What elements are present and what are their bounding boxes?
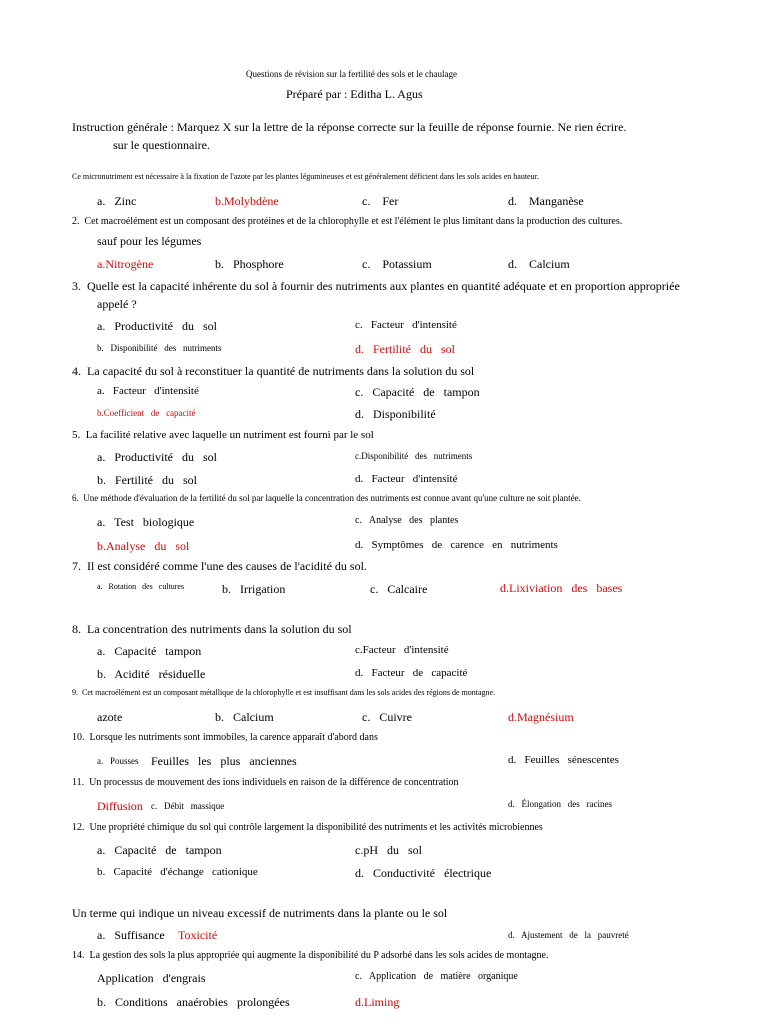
q12-option-d: d. Conductivité électrique (355, 866, 492, 880)
q2-option-a: a.Nitrogène (97, 257, 154, 271)
q8-option-d: d. Facteur de capacité (355, 667, 468, 679)
q9-option-a: azote (97, 710, 123, 724)
q3-option-c: c. Facteur d'intensité (355, 319, 457, 331)
q11-option-d: d. Élongation des racines (508, 799, 612, 809)
q8-option-c: c.Facteur d'intensité (355, 644, 449, 656)
q11-option-a: Diffusion (97, 799, 143, 813)
instruction-line-1: Instruction générale : Marquez X sur la lettre de la réponse correcte sur la feuille de réponse fournie. Ne rien écrire. (72, 120, 627, 134)
q14-option-a: Application d'engrais (97, 971, 206, 985)
document-title: Questions de révision sur la fertilité des sols et le chaulage (246, 69, 457, 79)
q5-option-a: a. Productivité du sol (97, 450, 217, 464)
q9-option-c: c. Cuivre (362, 710, 412, 724)
q13-option-a: a. Suffisance (97, 928, 165, 942)
q5-option-c: c.Disponibilité des nutriments (355, 451, 473, 461)
q10-option-a: a. Pousses (97, 756, 139, 766)
q8-option-a: a. Capacité tampon (97, 644, 202, 658)
q14-option-b: b. Conditions anaérobies prolongées (97, 995, 290, 1009)
q3-option-a: a. Productivité du sol (97, 319, 217, 333)
q6-option-b: b.Analyse du sol (97, 539, 190, 553)
q5-option-b: b. Fertilité du sol (97, 473, 197, 487)
q14-option-d: d.Liming (355, 995, 400, 1009)
question-4-text: 4. La capacité du sol à reconstituer la quantité de nutriments dans la solution du sol (72, 364, 475, 378)
question-5-text: 5. La facilité relative avec laquelle un nutriment est fourni par le sol (72, 429, 374, 441)
q7-option-a: a. Rotation des cultures (97, 582, 185, 591)
q12-option-c: c.pH du sol (355, 843, 422, 857)
question-12-text: 12. Une propriété chimique du sol qui contrôle largement la disponibilité des nutriments et les activités microbiennes (72, 822, 543, 833)
q4-option-a: a. Facteur d'intensité (97, 385, 199, 397)
q2-option-b: b. Phosphore (215, 257, 284, 271)
q4-option-c: c. Capacité de tampon (355, 385, 480, 399)
q2-option-d: d. Calcium (508, 257, 570, 271)
q12-option-a: a. Capacité de tampon (97, 843, 222, 857)
q7-option-b: b. Irrigation (222, 582, 286, 596)
question-2-line-1: 2. Cet macroélément est un composant des protéines et de la chlorophylle et est l'élément le plus limitant dans la production des cultures. (72, 216, 623, 227)
q6-option-c: c. Analyse des plantes (355, 515, 459, 526)
q11-option-c: c. Débit massique (151, 801, 225, 811)
question-3-line-1: 3. Quelle est la capacité inhérente du sol à fournir des nutriments aux plantes en quantité adéquate et en proportion appropriée (72, 279, 680, 293)
author-line: Préparé par : Editha L. Agus (286, 87, 423, 101)
q10-option-d: d. Feuilles sénescentes (508, 754, 619, 766)
q1-option-d: d. Manganèse (508, 194, 584, 208)
instruction-line-2: sur le questionnaire. (113, 138, 210, 152)
q6-option-d: d. Symptômes de carence en nutriments (355, 539, 558, 551)
question-2-line-2: sauf pour les légumes (97, 234, 202, 248)
q14-option-c: c. Application de matière organique (355, 971, 518, 982)
question-3-line-2: appelé ? (97, 297, 137, 311)
question-10-text: 10. Lorsque les nutriments sont immobiles, la carence apparaît d'abord dans (72, 732, 378, 743)
q7-option-d: d.Lixiviation des bases (500, 581, 623, 595)
q2-option-c: c. Potassium (362, 257, 432, 271)
q13-option-b: Toxicité (178, 928, 218, 942)
q5-option-d: d. Facteur d'intensité (355, 473, 458, 485)
q3-option-b: b. Disponibilité des nutriments (97, 343, 222, 353)
question-1-text: Ce micronutriment est nécessaire à la fixation de l'azote par les plantes légumineuses et est généralement déficient dans les sols acides en hauteur. (72, 172, 539, 181)
question-11-text: 11. Un processus de mouvement des ions individuels en raison de la différence de concentration (72, 777, 459, 788)
question-6-text: 6. Une méthode d'évaluation de la fertilité du sol par laquelle la concentration des nutriments est connue avant qu'une culture ne soit plantée. (72, 493, 581, 503)
q12-option-b: b. Capacité d'échange cationique (97, 866, 258, 878)
question-8-text: 8. La concentration des nutriments dans la solution du sol (72, 622, 352, 636)
question-9-text: 9. Cet macroélément est un composant métallique de la chlorophylle et est insuffisant dans les sols acides des régions de montagne. (72, 688, 496, 697)
q9-option-b: b. Calcium (215, 710, 274, 724)
q7-option-c: c. Calcaire (370, 582, 428, 596)
q9-option-d: d.Magnésium (508, 710, 574, 724)
q3-option-d: d. Fertilité du sol (355, 342, 455, 356)
q4-option-b: b.Coefficient de capacité (97, 408, 196, 418)
q1-option-a: a. Zinc (97, 194, 137, 208)
question-14-text: 14. La gestion des sols la plus appropriée qui augmente la disponibilité du P adsorbé dans les sols acides de montagne. (72, 950, 549, 961)
q13-option-d: d. Ajustement de la pauvreté (508, 930, 629, 940)
q6-option-a: a. Test biologique (97, 515, 195, 529)
question-7-text: 7. Il est considéré comme l'une des causes de l'acidité du sol. (72, 559, 367, 573)
q4-option-d: d. Disponibilité (355, 407, 436, 421)
q1-option-c: c. Fer (362, 194, 399, 208)
q10-option-b: Feuilles les plus anciennes (151, 754, 297, 768)
question-13-text: Un terme qui indique un niveau excessif de nutriments dans la plante ou le sol (72, 906, 448, 920)
q1-option-b: b.Molybdène (215, 194, 279, 208)
q8-option-b: b. Acidité résiduelle (97, 667, 206, 681)
